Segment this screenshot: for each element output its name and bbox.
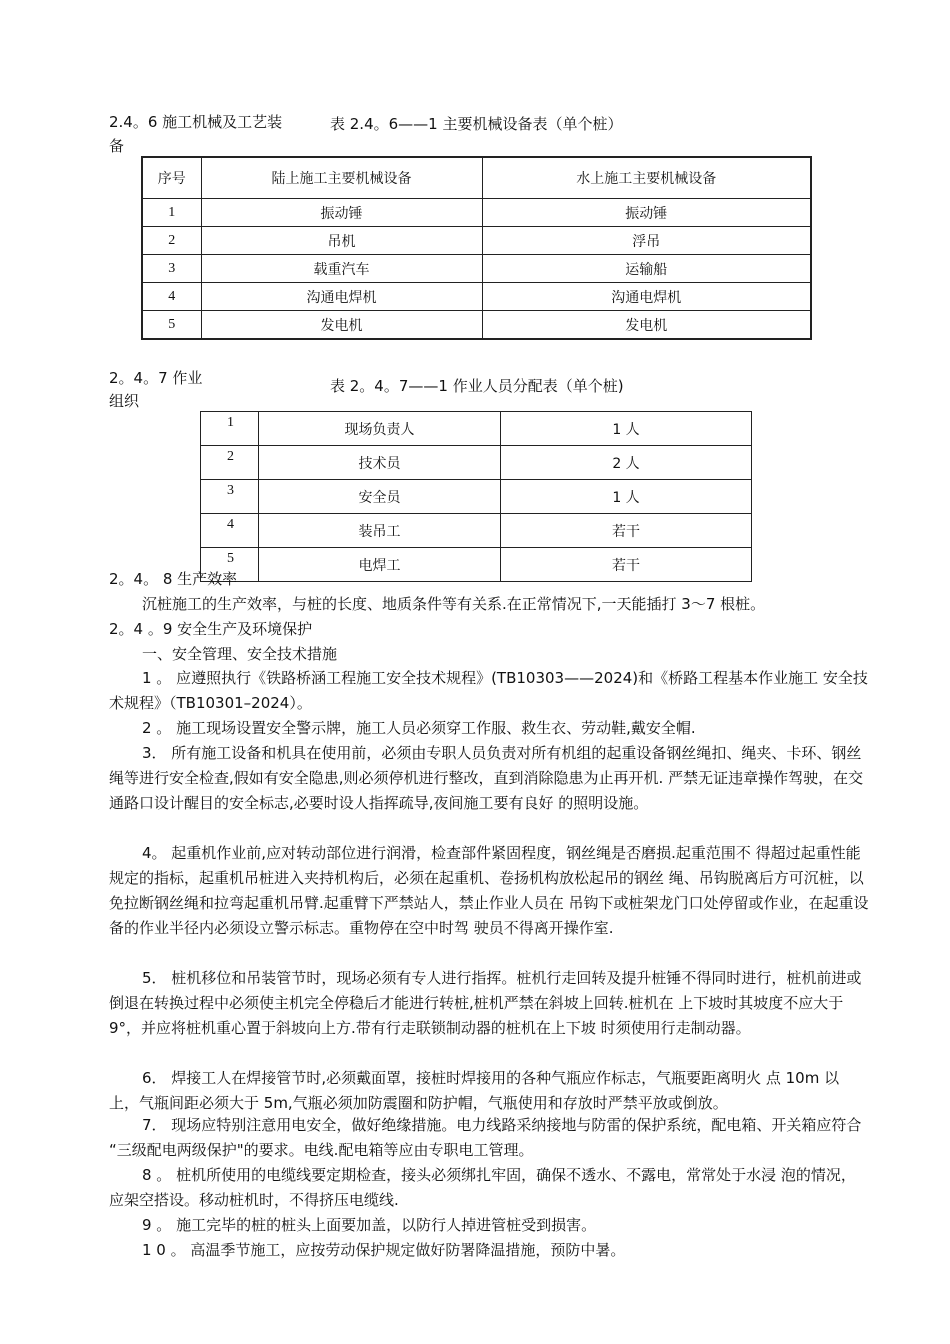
section-249-subheading: 一、安全管理、安全技术措施 [142,645,338,663]
section-247-heading-cont: 组织 [109,392,140,410]
table-cell: 现场负责人 [259,412,501,446]
table-row [142,283,811,311]
table-row [201,548,752,582]
safety-item-4: 4。 起重机作业前,应对转动部位进行润滑，检查部件紧固程度，钢丝绳是否磨损.起重范围不 得超过起重性能规定的指标，起重机吊桩进入夹持机构后，必须在起重机、卷扬机构放松起吊的钢丝 绳、吊钩脱离后方可沉桩，以免拉断钢丝绳和拉弯起重机吊臂.起重臂下严禁站人，禁止作业人员在 吊钩下或桩架龙门口处停留或作业，在起重设备的作业半径内必须设立警示标志。重物停在空中时驾 驶员不得离开操作室. [109,844,869,937]
section-246-heading-cont: 备 [109,137,125,155]
table-cell: 振动锤 [201,199,482,227]
staffing-table [200,411,752,582]
table-cell: 装吊工 [259,514,501,548]
section-246-heading: 2.4。6 施工机械及工艺装 [109,113,283,131]
safety-item-7: 7． 现场应特别注意用电安全，做好绝缘措施。电力线路采纳接地与防雷的保护系统，配电箱、开关箱应符合 “三级配电两级保护"的要求。电线.配电箱等应由专职电工管理。 [109,1116,862,1159]
machinery-table [141,156,812,340]
safety-item-9: 9 。 施工完毕的桩的桩头上面要加盖，以防行人掉进管桩受到损害。 [142,1216,597,1234]
table-cell: 沟通电焊机 [201,283,482,311]
table-cell: 2 [201,446,259,480]
safety-item-10: 1 0 。 高温季节施工，应按劳动保护规定做好防署降温措施，预防中暑。 [142,1241,626,1259]
safety-item-8: 8 。 桩机所使用的电缆线要定期检查，接头必须绑扎牢固，确保不透水、不露电，常常处于水浸 泡的情况，应架空搭设。移动桩机时，不得挤压电缆线. [109,1166,856,1209]
table-cell: 3 [201,480,259,514]
table-cell: 发电机 [482,311,811,340]
safety-item-1: 1 。 应遵照执行《铁路桥涵工程施工安全技术规程》(TB10303——2024)和《桥路工程基本作业施工 安全技术规程》（TB10301–2024）。 [109,669,868,712]
table-cell: 载重汽车 [201,255,482,283]
table-row [201,514,752,548]
header-cell: 陆上施工主要机械设备 [201,157,482,199]
table-cell: 1 人 [501,480,752,514]
table-row [201,412,752,446]
header-cell: 水上施工主要机械设备 [482,157,811,199]
safety-item-3: 3． 所有施工设备和机具在使用前，必须由专职人员负责对所有机组的起重设备钢丝绳扣、绳夹、卡环、钢丝绳等进行安全检查,假如有安全隐患,则必须停机进行整改，直到消除隐患为止再开机. 严禁无证违章操作驾驶，在交通路口设计醒目的安全标志,必要时设人指挥疏导,夜间施工要有良好 的照明设施。 [109,744,864,812]
table-cell: 浮吊 [482,227,811,255]
table-cell: 1 [201,412,259,446]
table-cell: 1 [142,199,201,227]
table1-caption: 表 2.4。6——1 主要机械设备表（单个桩） [330,115,623,133]
section-248-text: 沉桩施工的生产效率，与桩的长度、地质条件等有关系.在正常情况下,一天能插打 3～7 根桩。 [142,595,766,613]
section-249-heading: 2。4 。9 安全生产及环境保护 [109,620,313,638]
section-247-heading: 2。4。7 作业 [109,369,203,387]
table-row [201,480,752,514]
table-cell: 安全员 [259,480,501,514]
table-cell: 4 [201,514,259,548]
table-cell: 2 人 [501,446,752,480]
table-cell: 技术员 [259,446,501,480]
table-cell: 若干 [501,548,752,582]
table2-caption: 表 2。4。7——1 作业人员分配表（单个桩) [330,377,624,395]
table-cell: 运输船 [482,255,811,283]
section-248-heading: 2。4。 8 生产效率 [109,570,238,588]
table-cell: 5 [201,548,259,582]
safety-item-6: 6． 焊接工人在焊接管节时,必须戴面罩，接桩时焊接用的各种气瓶应作标志，气瓶要距离明火 点 10m 以上，气瓶间距必须大于 5m,气瓶必须加防震圈和防护帽，气瓶使用和存放时严禁平放或倒放。 [109,1069,840,1112]
table-row [142,311,811,340]
table-row [142,255,811,283]
table-cell: 4 [142,283,201,311]
table-row [142,199,811,227]
table-cell: 1 人 [501,412,752,446]
table-row [142,227,811,255]
table-cell: 电焊工 [259,548,501,582]
table-cell: 若干 [501,514,752,548]
table-cell: 3 [142,255,201,283]
table-cell: 发电机 [201,311,482,340]
table-header-row [142,157,811,199]
table-cell: 振动锤 [482,199,811,227]
table-cell: 沟通电焊机 [482,283,811,311]
safety-item-2: 2 。 施工现场设置安全警示牌，施工人员必须穿工作服、救生衣、劳动鞋,戴安全帽. [142,719,696,737]
table-cell: 吊机 [201,227,482,255]
header-cell: 序号 [142,157,201,199]
table-cell: 5 [142,311,201,340]
table-cell: 2 [142,227,201,255]
safety-item-5: 5． 桩机移位和吊装管节时，现场必须有专人进行指挥。桩机行走回转及提升桩锤不得同时进行，桩机前进或倒退在转换过程中必须使主机完全停稳后才能进行转桩,桩机严禁在斜坡上回转.桩机在 上下坡时其坡度不应大于 9°，并应将桩机重心置于斜坡向上方.带有行走联锁制动器的桩机在上下坡 时须使用行走制动器。 [109,969,862,1037]
table-row [201,446,752,480]
